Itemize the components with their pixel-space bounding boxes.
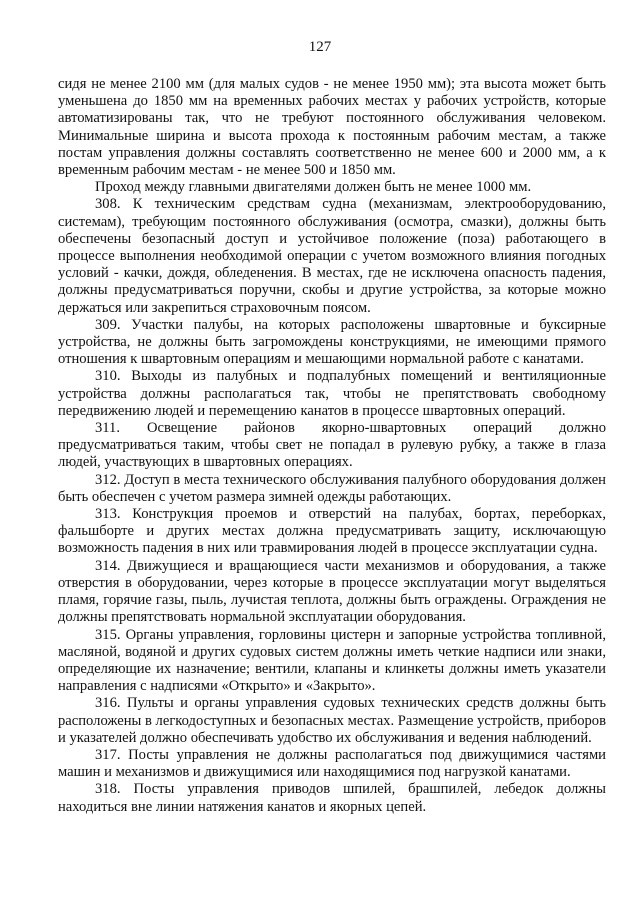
paragraph-317: 317. Посты управления не должны располагаться под движущимися частями машин и механизмов и движущимися или находящимися под нагрузкой канатами.: [58, 746, 606, 781]
paragraph-313: 313. Конструкция проемов и отверстий на палубах, бортах, переборках, фальшборте и других местах должна предусматривать защиту, исключающую возможность падения в них или травмирования людей в процессе эксплуатации судна.: [58, 506, 606, 557]
paragraph-308: 308. К техническим средствам судна (механизмам, электрооборудованию, системам), требующим постоянного обслуживания (осмотра, смазки), должны быть обеспечены безопасный доступ и устойчивое положение (поза) работающего в процессе выполнения необходимой операции с учетом возможного влияния погодных условий - качки, дождя, обледенения. В местах, где не исключена опасность падения, должны предусматриваться поручни, скобы и другие устройства, за которые можно держаться или закрепиться страховочным поясом.: [58, 196, 606, 316]
paragraph-continuation: сидя не менее 2100 мм (для малых судов - не менее 1950 мм); эта высота может быть уменьшена до 1850 мм на временных рабочих местах у рабочих устройств, которые автоматизированы так, что не требуют постоянного обслуживания человеком. Минимальные ширина и высота прохода к постоянным рабочим местам, а также постам управления должны составлять соответственно не менее 600 и 2000 мм, а к временным рабочим местам - не менее 500 и 1850 мм.: [58, 76, 606, 179]
paragraph-314: 314. Движущиеся и вращающиеся части механизмов и оборудования, а также отверстия в оборудовании, через которые в процессе эксплуатации могут выделяться пламя, горячие газы, пыль, лучистая теплота, должны быть ограждены. Ограждения не должны препятствовать нормальной эксплуатации оборудования.: [58, 557, 606, 626]
paragraph-309: 309. Участки палубы, на которых расположены швартовные и буксирные устройства, не должны быть загромождены конструкциями, не имеющими прямого отношения к швартовным операциям и мешающими нормальной работе с канатами.: [58, 316, 606, 368]
page-number: 127: [308, 39, 332, 55]
paragraph-318: 318. Посты управления приводов шпилей, брашпилей, лебедок должны находиться вне линии натяжения канатов и якорных цепей.: [58, 781, 606, 815]
paragraph-312: 312. Доступ в места технического обслуживания палубного оборудования должен быть обеспечен с учетом размера зимней одежды работающих.: [58, 471, 606, 505]
paragraph-316: 316. Пульты и органы управления судовых технических средств должны быть расположены в легкодоступных и безопасных местах. Размещение устройств, приборов и указателей должно обеспечивать удобство их обслуживания и ведения наблюдений.: [58, 695, 606, 746]
paragraph-engine-passage: Проход между главными двигателями должен быть не менее 1000 мм.: [95, 179, 532, 196]
paragraph-311: 311. Освещение районов якорно-швартовных операций должно предусматриваться таким, чтобы свет не попадал в рулевую рубку, а также в глаза людей, участвующих в швартовных операциях.: [58, 420, 606, 471]
text-body: [58, 76, 606, 816]
paragraph-310: 310. Выходы из палубных и подпалубных помещений и вентиляционные устройства должны располагаться так, чтобы не препятствовать свободному передвижению людей и перемещению канатов в процессе швартовных операций.: [58, 368, 606, 419]
paragraph-315: 315. Органы управления, горловины цистерн и запорные устройства топливной, масляной, водяной и других судовых систем должны иметь четкие надписи или знаки, определяющие их назначение; вентили, клапаны и клинкеты должны иметь указатели направления с надписями «Открыто» и «Закрыто».: [58, 626, 606, 695]
